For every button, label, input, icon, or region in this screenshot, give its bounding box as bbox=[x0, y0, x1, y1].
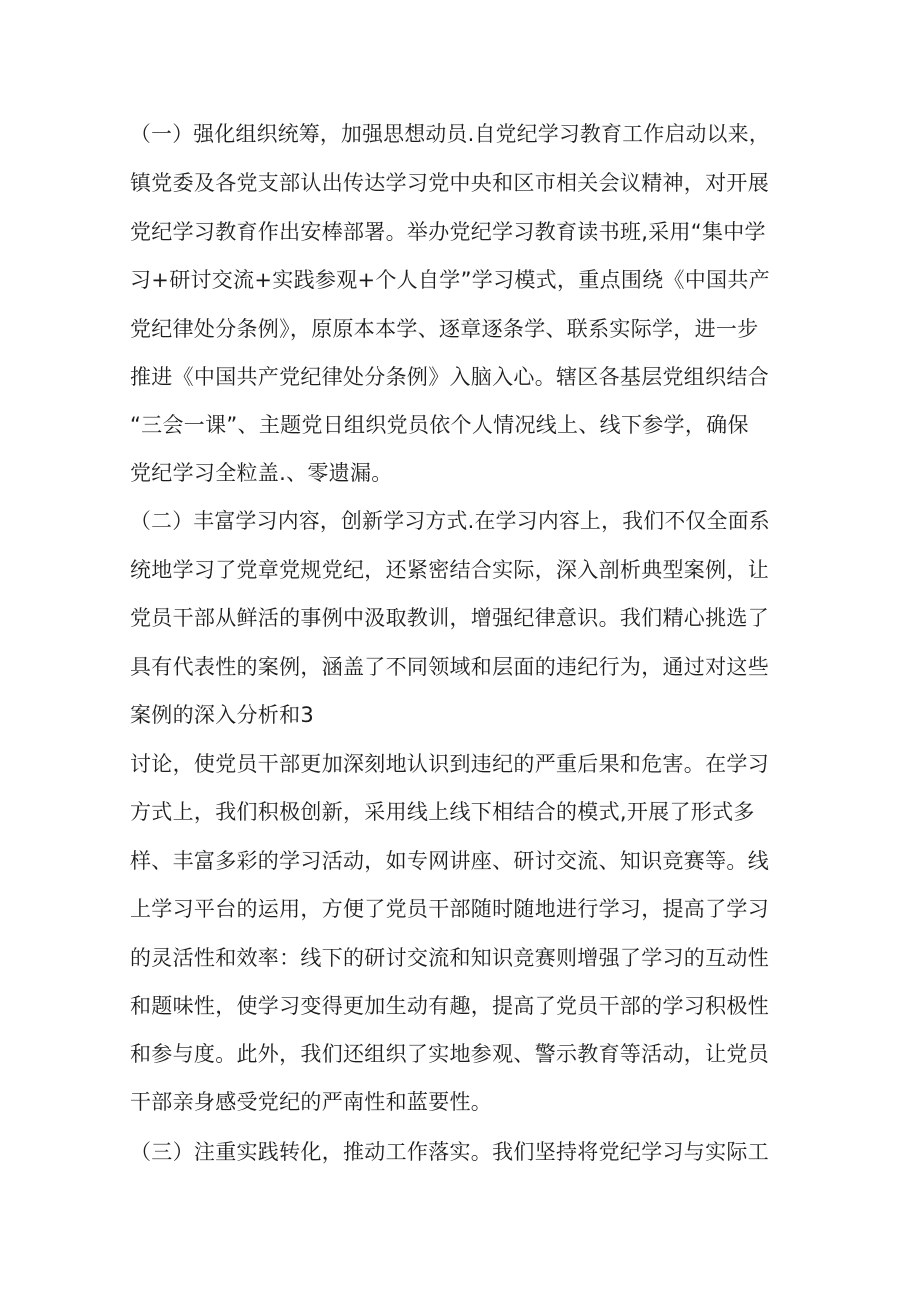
text-line: 统地学习了党章党规党纪，还紧密结合实际，深入剖析典型案例，让 bbox=[130, 558, 769, 582]
text-line: （一）强化组织统筹，加强思想动员.自党纪学习教育工作启动以来， bbox=[130, 122, 770, 146]
text-line: （三）注重实践转化，推动工作落实。我们坚持将党纪学习与实际工 bbox=[130, 1140, 769, 1164]
text-line: 推进《中国共产党纪律处分条例》入脑入心。辖区各基层党组织结合 bbox=[130, 365, 769, 389]
text-line: 的灵活性和效率：线下的研讨交流和知识竞赛则增强了学习的互动性 bbox=[130, 946, 769, 970]
text-line: 习+研讨交流+实践参观+个人自学”学习模式，重点围绕《中国共产 bbox=[130, 268, 770, 292]
text-line: 方式上，我们积极创新，采用线上线下相结合的模式,开展了形式多 bbox=[130, 800, 755, 824]
text-line: “三会一课”、主题党日组织党员依个人情况线上、线下参学，确保 bbox=[130, 413, 749, 437]
text-line: 具有代表性的案例，涵盖了不同领域和层面的违纪行为，通过对这些 bbox=[130, 655, 769, 679]
text-line: 和参与度。此外，我们还组织了实地参观、警示教育等活动，让党员 bbox=[130, 1042, 769, 1066]
text-line: 党纪律处分条例》，原原本本学、逐章逐条学、联系实际学，进一步 bbox=[130, 317, 759, 341]
text-line: 案例的深入分析和3 bbox=[130, 703, 315, 727]
text-line: 镇党委及各党支部认出传达学习党中央和区市相关会议精神，对开展 bbox=[130, 171, 769, 195]
text-line: 上学习平台的运用，方便了党员干部随时随地进行学习，提高了学习 bbox=[130, 897, 769, 921]
text-line: 干部亲身感受党纪的严南性和蓝要性。 bbox=[130, 1090, 493, 1114]
text-line: 和题味性，使学习变得更加生动有趣，提高了党员干部的学习积极性 bbox=[130, 994, 769, 1018]
text-line: 讨论，使党员干部更加深刻地认识到违纪的严重后果和危害。在学习 bbox=[130, 752, 769, 776]
text-line: 党纪学习教育作出安棒部署。举办党纪学习教育读书班,采用“集中学 bbox=[130, 220, 766, 244]
text-line: 党员干部从鲜活的事例中汲取教训，增强纪律意识。我们精心挑选了 bbox=[130, 606, 769, 630]
text-line: 样、丰富多彩的学习活动，如专网讲座、研讨交流、知识竞赛等。线 bbox=[130, 849, 769, 873]
text-line: （二）丰富学习内容，创新学习方式.在学习内容上，我们不仅全面系 bbox=[130, 509, 770, 533]
text-line: 党纪学习全粒盖.、零遗漏。 bbox=[130, 461, 393, 485]
